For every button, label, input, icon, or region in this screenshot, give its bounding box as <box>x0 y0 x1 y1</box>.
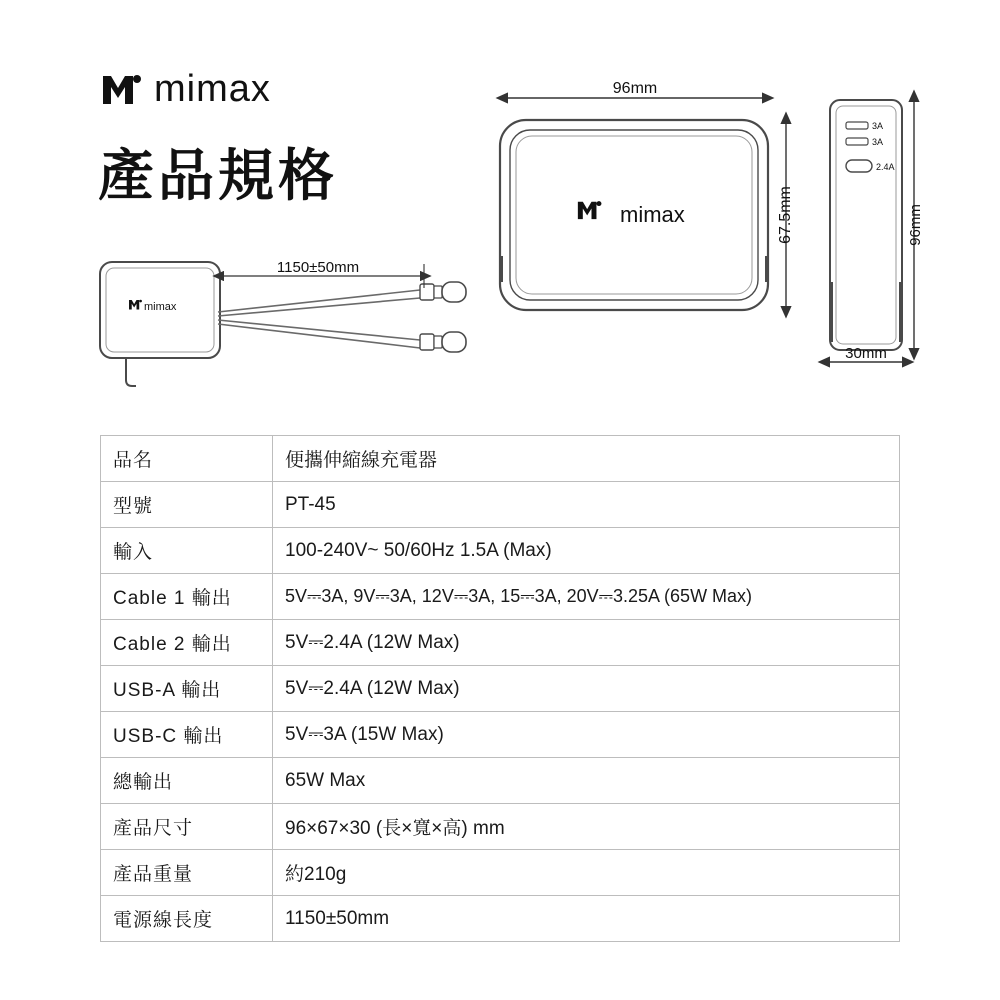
side-view-drawing <box>830 100 924 362</box>
spec-label: 電源線長度 <box>101 896 273 942</box>
svg-text:3A: 3A <box>872 121 884 131</box>
spec-label: 產品重量 <box>101 850 273 896</box>
brand-name: mimax <box>154 68 271 110</box>
spec-value: 5V⎓3A, 9V⎓3A, 12V⎓3A, 15⎓3A, 20V⎓3.25A (65W Max) <box>273 574 900 620</box>
spec-value: 5V⎓2.4A (12W Max) <box>273 666 900 712</box>
spec-value: 1150±50mm <box>273 896 900 942</box>
spec-label: 產品尺寸 <box>101 804 273 850</box>
page-title: 產品規格 <box>98 144 338 207</box>
spec-label: 品名 <box>101 436 273 482</box>
svg-text:67.5mm: 67.5mm <box>777 186 794 244</box>
svg-text:mimax: mimax <box>144 301 177 313</box>
spec-label: USB-A 輸出 <box>101 666 273 712</box>
table-row <box>101 758 900 804</box>
spec-value: 96×67×30 (長×寬×高) mm <box>273 804 900 850</box>
svg-text:96mm: 96mm <box>907 204 924 246</box>
spec-label: 總輸出 <box>101 758 273 804</box>
table-row <box>101 666 900 712</box>
table-row <box>101 574 900 620</box>
cable-view-drawing <box>100 259 466 386</box>
table-row <box>101 482 900 528</box>
table-row <box>101 804 900 850</box>
svg-text:3A: 3A <box>872 137 884 147</box>
svg-text:mimax: mimax <box>620 202 685 227</box>
svg-text:96mm: 96mm <box>612 80 658 97</box>
spec-value: 5V⎓2.4A (12W Max) <box>273 620 900 666</box>
spec-value: 100-240V~ 50/60Hz 1.5A (Max) <box>273 528 900 574</box>
spec-value: 約210g <box>273 850 900 896</box>
spec-label: 型號 <box>101 482 273 528</box>
spec-label: 輸入 <box>101 528 273 574</box>
spec-value: 5V⎓3A (15W Max) <box>273 712 900 758</box>
table-row <box>101 620 900 666</box>
spec-label: Cable 2 輸出 <box>101 620 273 666</box>
svg-text:30mm: 30mm <box>845 345 887 362</box>
table-row <box>101 850 900 896</box>
product-diagrams <box>0 50 1000 410</box>
spec-value: 65W Max <box>273 758 900 804</box>
spec-value: 便攜伸縮線充電器 <box>273 436 900 482</box>
top-view-drawing <box>500 80 794 310</box>
spec-label: Cable 1 輸出 <box>101 574 273 620</box>
diagram-svg <box>0 50 1000 410</box>
svg-text:2.4A: 2.4A <box>876 162 895 172</box>
spec-label: USB-C 輸出 <box>101 712 273 758</box>
spec-value: PT-45 <box>273 482 900 528</box>
svg-text:1150±50mm: 1150±50mm <box>276 259 360 276</box>
table-row <box>101 528 900 574</box>
table-row <box>101 896 900 942</box>
specification-table <box>100 435 900 942</box>
table-row <box>101 436 900 482</box>
table-row <box>101 712 900 758</box>
